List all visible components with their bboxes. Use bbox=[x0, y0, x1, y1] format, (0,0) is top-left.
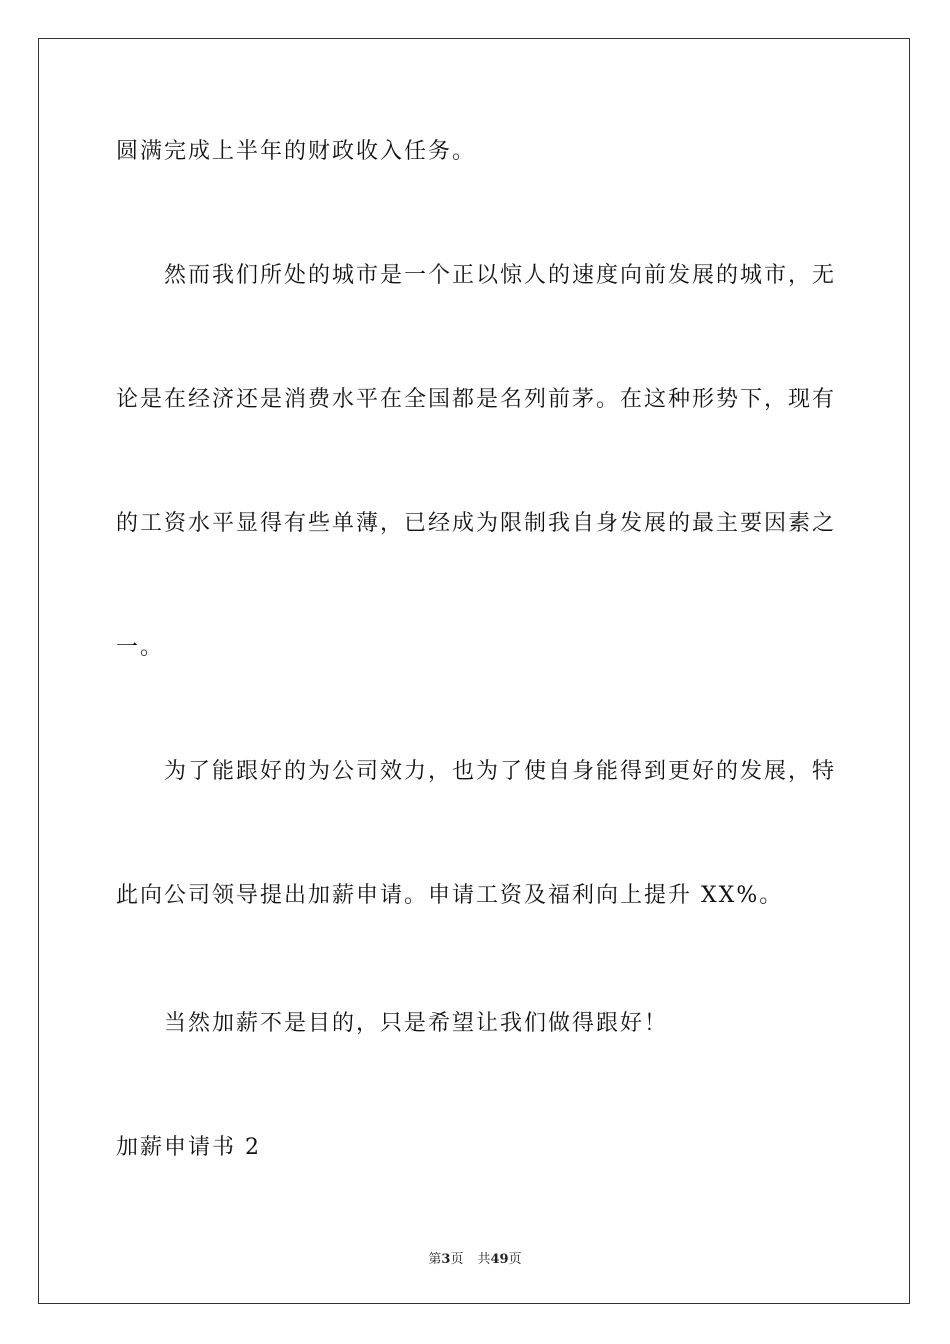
body-line-1: 圆满完成上半年的财政收入任务。 bbox=[116, 139, 477, 164]
footer-total-suffix: 页 bbox=[508, 1252, 522, 1267]
page-border bbox=[38, 38, 910, 1304]
footer-page-suffix: 页 bbox=[450, 1252, 464, 1267]
footer-total-pages: 49 bbox=[490, 1252, 509, 1267]
body-line-7: 此向公司领导提出加薪申请。申请工资及福利向上提升 XX%。 bbox=[116, 883, 784, 908]
body-line-2: 然而我们所处的城市是一个正以惊人的速度向前发展的城市，无 bbox=[164, 263, 837, 288]
footer-page-prefix: 第 bbox=[428, 1252, 442, 1267]
body-line-8: 当然加薪不是目的，只是希望让我们做得跟好！ bbox=[164, 1011, 669, 1036]
section-heading: 加薪申请书 2 bbox=[116, 1135, 261, 1160]
page-footer bbox=[0, 1248, 950, 1267]
body-line-3: 论是在经济还是消费水平在全国都是名列前茅。在这种形势下，现有 bbox=[116, 387, 837, 412]
body-line-4: 的工资水平显得有些单薄，已经成为限制我自身发展的最主要因素之 bbox=[116, 511, 837, 536]
footer-total-prefix: 共 bbox=[477, 1252, 491, 1267]
body-line-5: 一。 bbox=[116, 635, 165, 660]
body-line-6: 为了能跟好的为公司效力，也为了使自身能得到更好的发展，特 bbox=[164, 759, 837, 784]
footer-current-page: 3 bbox=[441, 1252, 451, 1267]
